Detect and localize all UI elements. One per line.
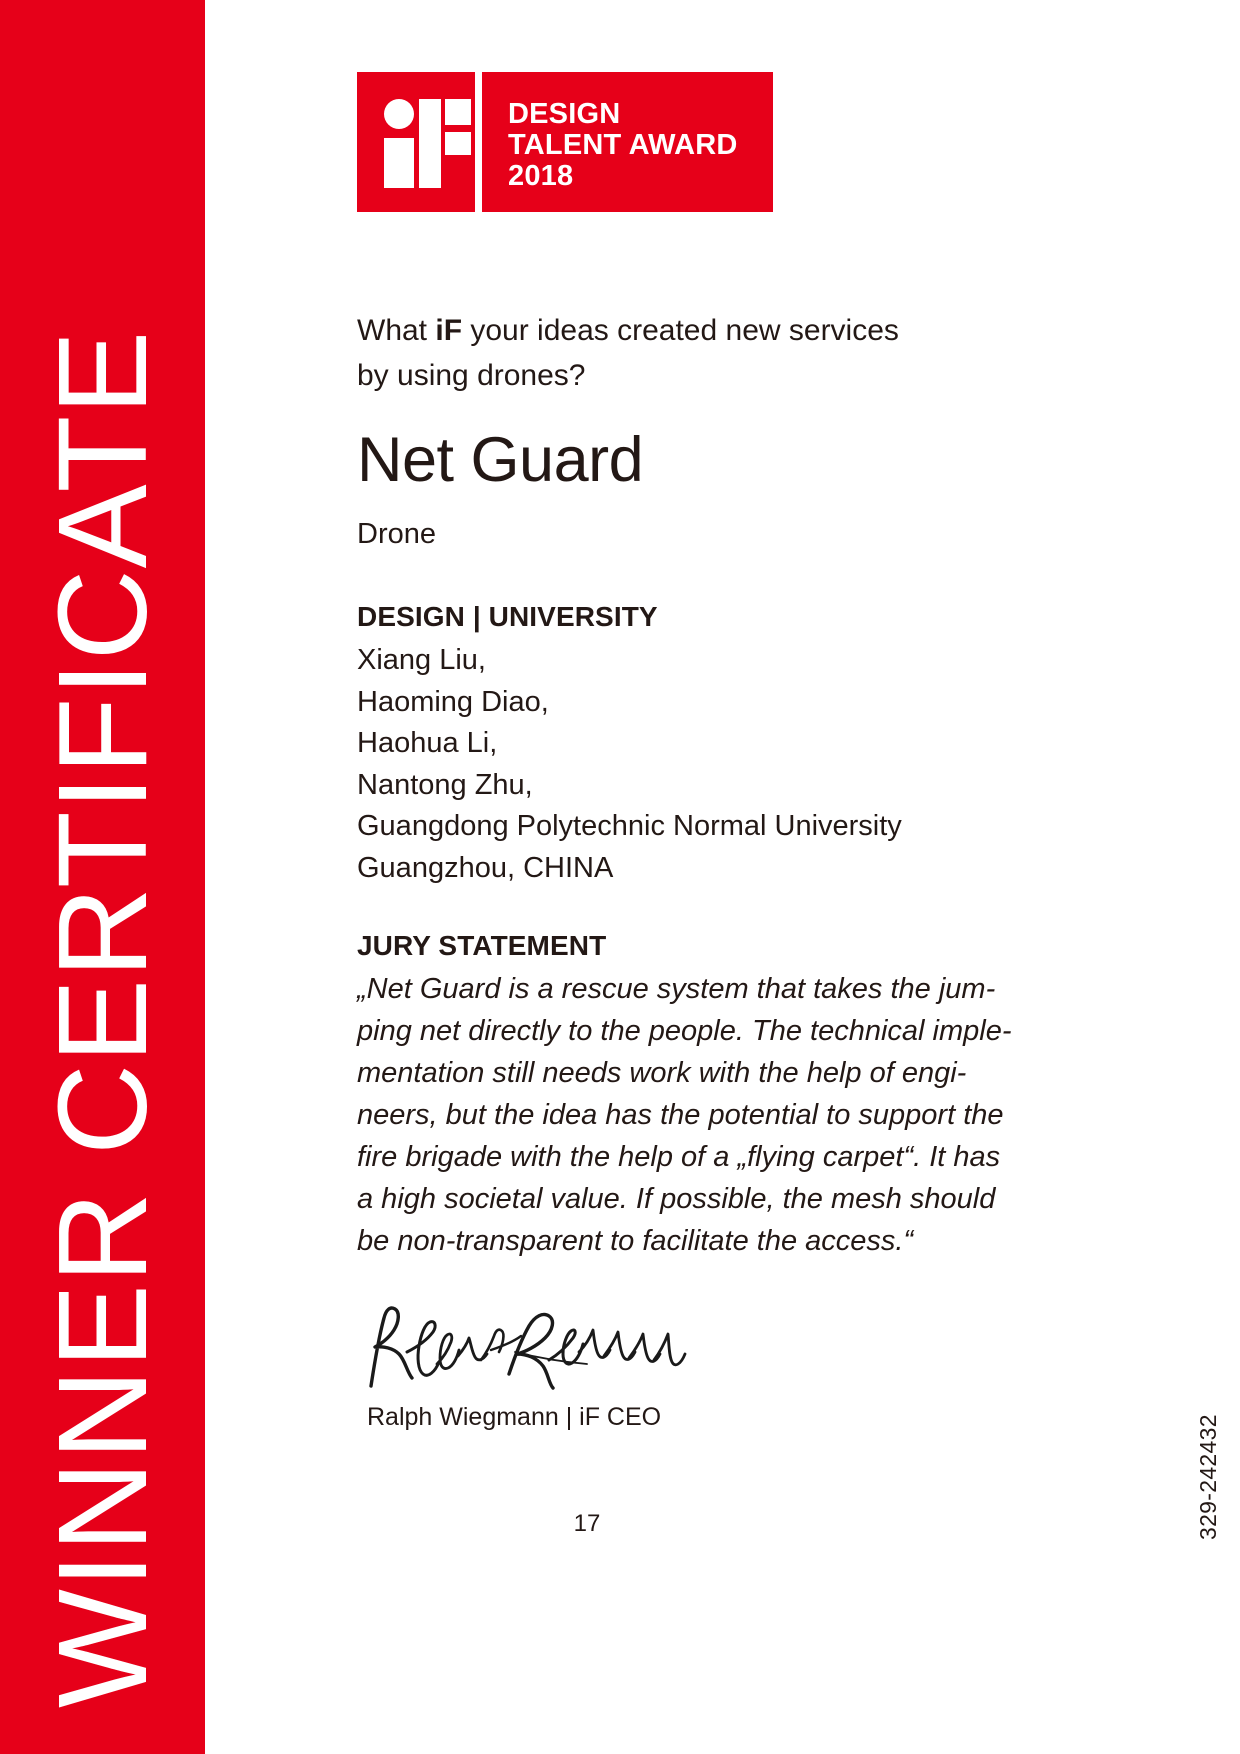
design-university-heading: DESIGN | UNIVERSITY bbox=[357, 601, 658, 632]
jury-statement-heading: JURY STATEMENT bbox=[357, 930, 607, 961]
list-item: Haohua Li, bbox=[357, 727, 498, 759]
if-f-stem-shape bbox=[419, 99, 441, 188]
question-line-1-suffix: your ideas created new services bbox=[462, 314, 899, 347]
list-item: Haoming Diao, bbox=[357, 685, 549, 718]
logo-line-year: 2018 bbox=[508, 160, 574, 192]
question-if-emphasis: iF bbox=[435, 314, 463, 347]
if-design-talent-award-logo bbox=[357, 72, 773, 212]
jury-line: „Net Guard is a rescue system that takes the jum- bbox=[357, 973, 996, 1005]
jury-line: ping net directly to the people. The technical imple- bbox=[357, 1015, 1012, 1047]
logo-line-talent-award: TALENT AWARD bbox=[508, 129, 738, 161]
certificate-content bbox=[357, 0, 1057, 1754]
design-university-list bbox=[357, 640, 902, 889]
list-item: Xiang Liu, bbox=[357, 644, 486, 676]
jury-line: a high societal value. If possible, the mesh should bbox=[357, 1183, 996, 1215]
question-line-1-prefix: What bbox=[357, 314, 436, 347]
list-item: Guangdong Polytechnic Normal University bbox=[357, 810, 902, 842]
award-theme-question bbox=[357, 308, 997, 398]
if-i-dot-shape bbox=[384, 99, 414, 129]
list-item: Nantong Zhu, bbox=[357, 768, 533, 801]
jury-line: fire brigade with the help of a „flying carpet“. It has bbox=[357, 1141, 1001, 1173]
logo-divider bbox=[475, 72, 482, 212]
logo-line-design: DESIGN bbox=[508, 98, 621, 130]
list-item: Guangzhou, CHINA bbox=[357, 851, 614, 884]
signature-image bbox=[363, 1300, 693, 1400]
if-f-mid-bar-shape bbox=[445, 132, 471, 155]
signatory-name: Ralph Wiegmann | iF CEO bbox=[367, 1403, 662, 1431]
certificate-id bbox=[1194, 1350, 1222, 1540]
if-i-stem-shape bbox=[384, 138, 414, 188]
banner-label: WINNER CERTIFICATE bbox=[32, 329, 173, 1708]
page-number: 17 bbox=[573, 1510, 601, 1537]
logo-award-text bbox=[482, 72, 773, 212]
project-title: Net Guard bbox=[357, 425, 644, 495]
jury-line: be non-transparent to facilitate the access.“ bbox=[357, 1225, 914, 1257]
winner-certificate-banner bbox=[0, 0, 205, 1754]
jury-line: mentation still needs work with the help of engi- bbox=[357, 1057, 967, 1089]
if-f-top-bar-shape bbox=[445, 99, 471, 125]
jury-line: neers, but the idea has the potential to support the bbox=[357, 1099, 1004, 1131]
if-logo-mark-icon bbox=[357, 72, 475, 212]
question-line-2: by using drones? bbox=[357, 359, 586, 392]
project-category: Drone bbox=[357, 518, 436, 550]
jury-statement-text bbox=[357, 968, 1017, 1262]
certificate-id-value: 329-242432 bbox=[1195, 1414, 1221, 1540]
